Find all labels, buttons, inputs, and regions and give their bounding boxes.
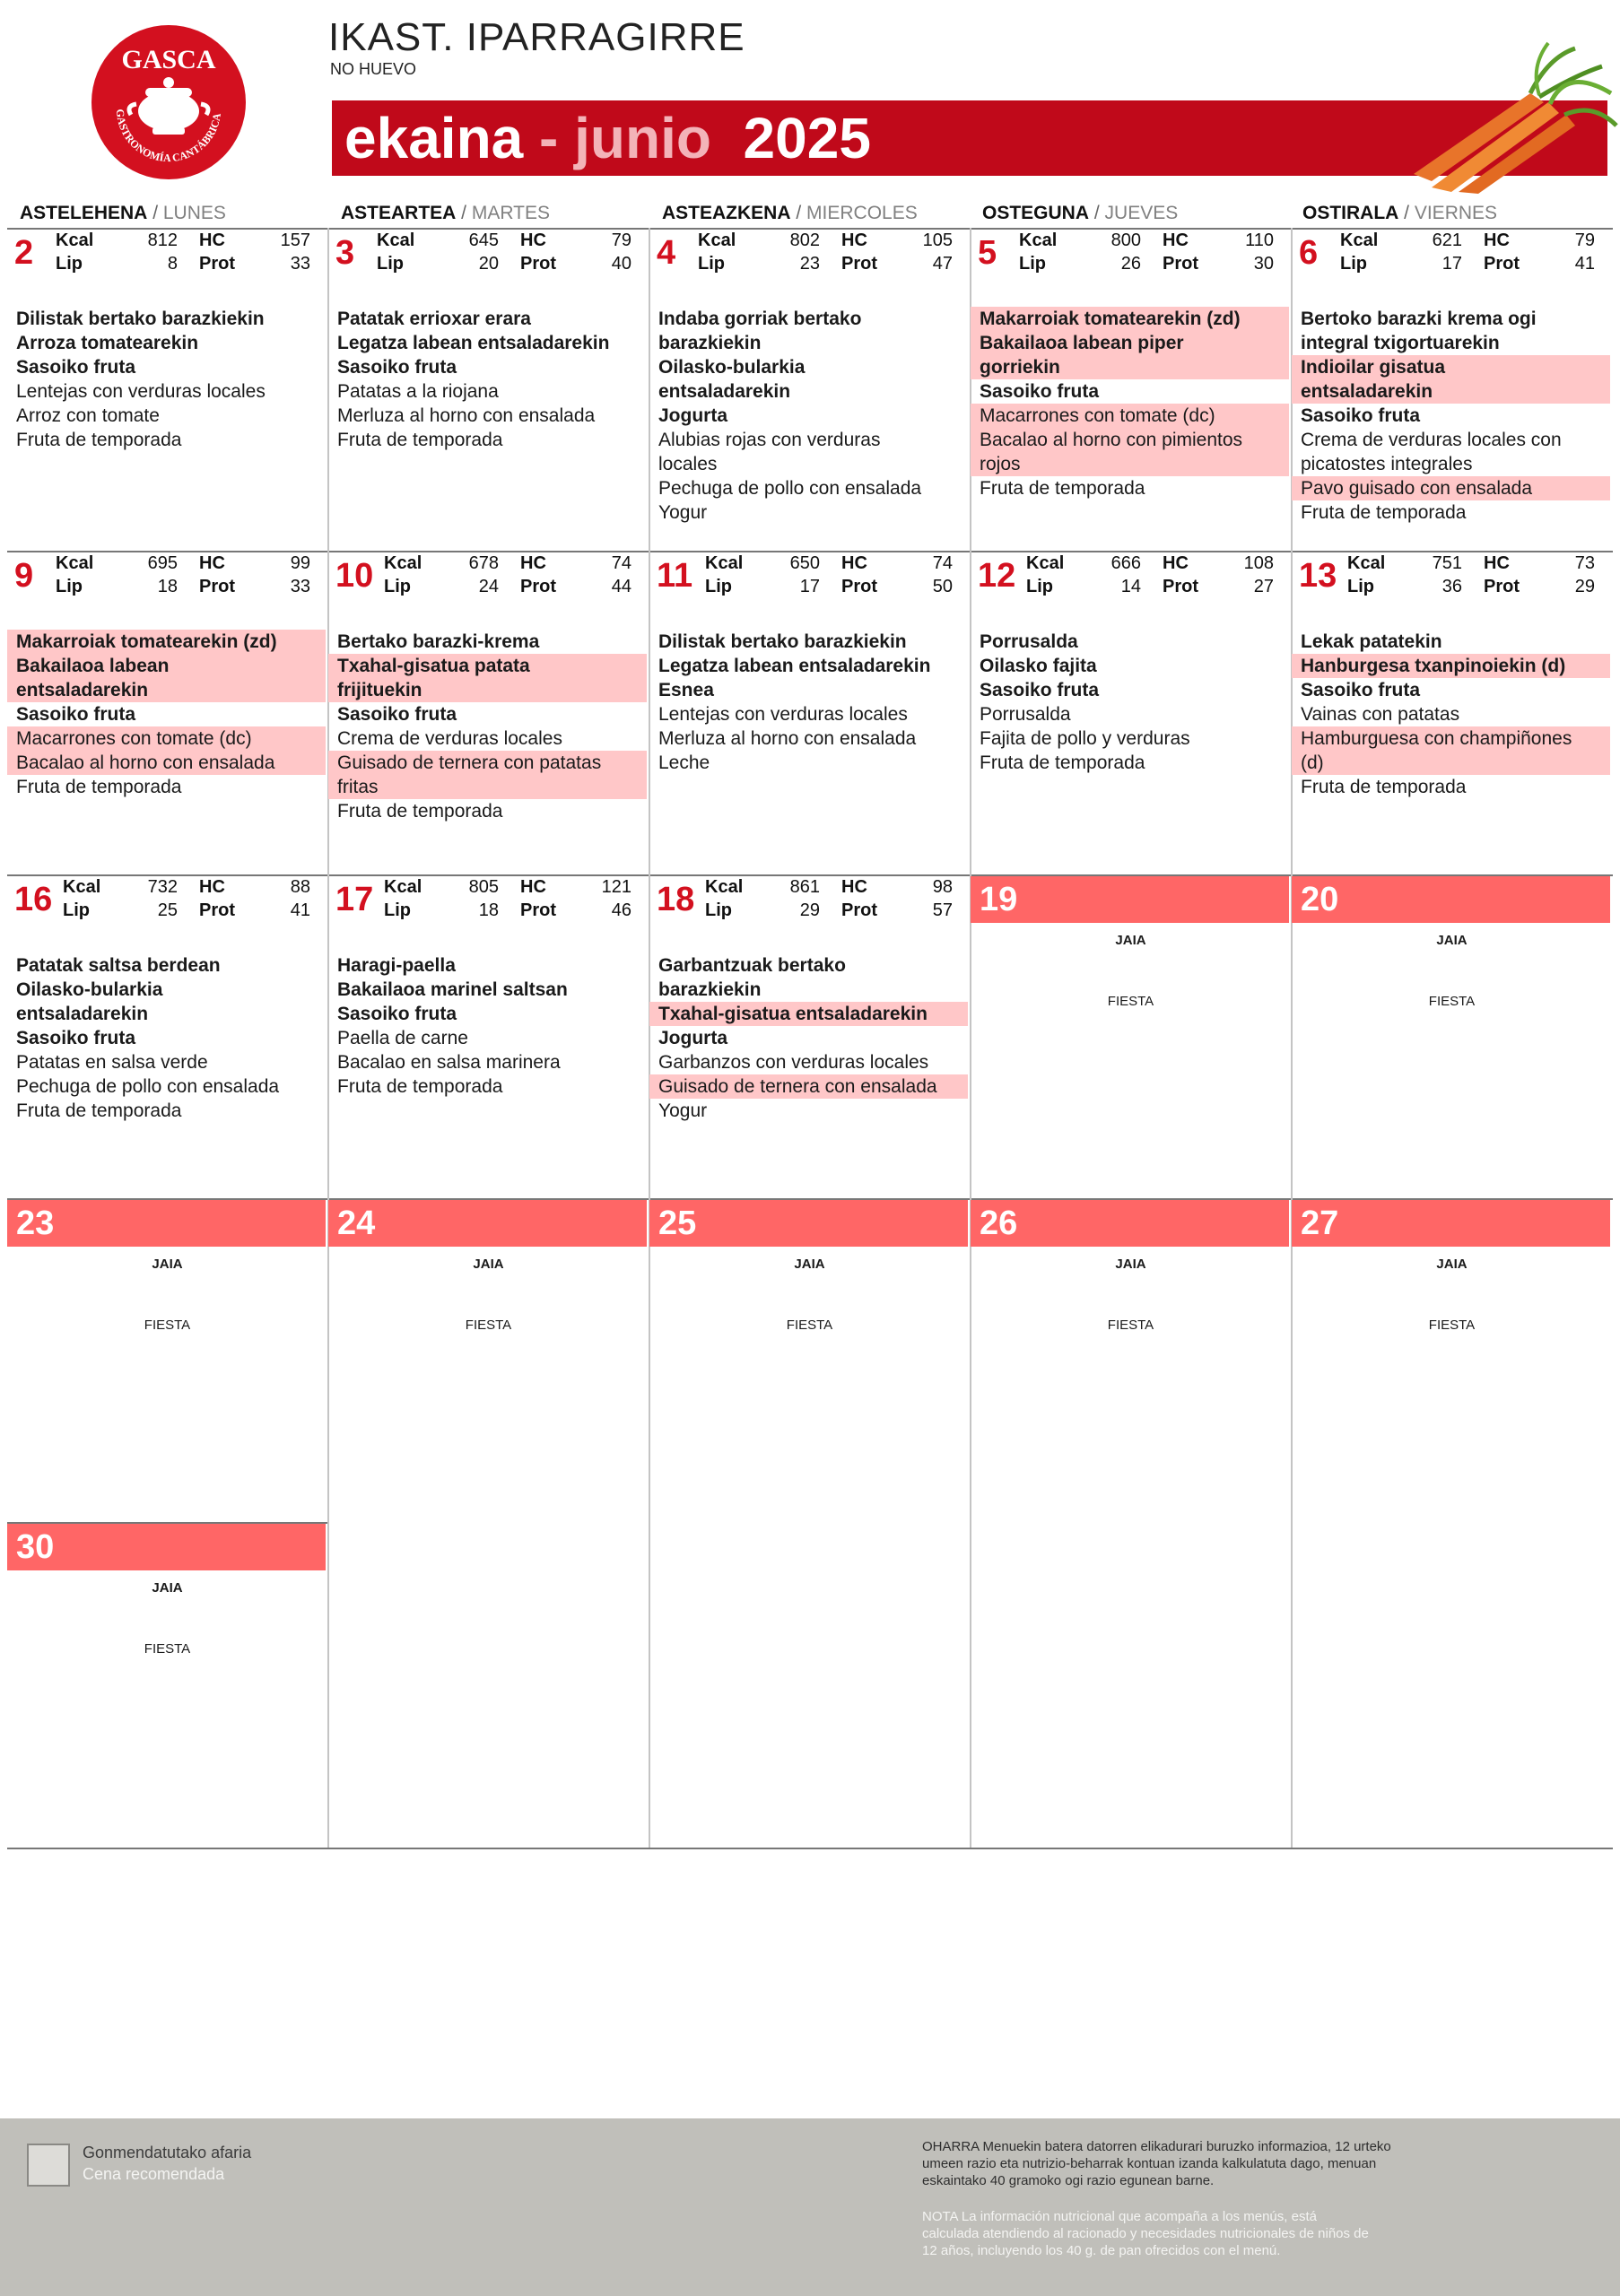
holiday-label-es: FIESTA	[465, 1318, 512, 1333]
kcal-value: 802	[789, 230, 820, 250]
menu-item: Vainas con patatas	[1301, 704, 1460, 725]
hc-label: HC	[841, 877, 867, 897]
holiday-label-eu: JAIA	[1436, 1257, 1468, 1272]
weekday-header-wednesday: ASTEAZKENA / MIERCOLES	[662, 203, 918, 223]
prot-value: 33	[290, 254, 310, 274]
menu-item: Fruta de temporada	[1301, 502, 1467, 523]
prot-label: Prot	[199, 577, 235, 596]
hc-label: HC	[1484, 230, 1510, 250]
menu-item: Txahal-gisatua patata	[328, 654, 647, 678]
hc-value: 88	[290, 877, 310, 897]
day-header	[7, 1524, 326, 1570]
menu-item: Pechuga de pollo con ensalada	[658, 478, 922, 499]
menu-item: Sasoiko fruta	[1301, 405, 1421, 426]
menu-item: Fruta de temporada	[980, 752, 1145, 773]
hc-value: 74	[611, 553, 631, 573]
lip-label: Lip	[1347, 577, 1374, 596]
gasca-logo	[90, 23, 248, 181]
lip-value: 20	[478, 254, 499, 274]
day-menu	[7, 630, 326, 799]
kcal-label: Kcal	[1340, 230, 1379, 250]
menu-item: Yogur	[658, 1100, 708, 1121]
day-header	[7, 876, 326, 923]
day-header	[7, 1200, 326, 1247]
holiday-label-es: FIESTA	[1107, 1318, 1154, 1333]
carrots-icon	[1396, 39, 1620, 197]
day-number: 11	[657, 557, 693, 595]
kcal-value: 678	[468, 553, 499, 573]
menu-item: Merluza al horno con ensalada	[658, 728, 917, 749]
prot-value: 27	[1253, 577, 1274, 596]
menu-item: Pavo guisado con ensalada	[1292, 476, 1610, 500]
holiday-label-eu: JAIA	[1115, 1257, 1146, 1272]
weekday-header-monday: ASTELEHENA / LUNES	[20, 203, 226, 223]
legend-label-eu: Gonmendatutako afaria	[83, 2144, 252, 2161]
logo-brand: GASCA	[121, 45, 216, 74]
day-number: 13	[1299, 557, 1337, 595]
menu-item: picatostes integrales	[1301, 454, 1473, 474]
prot-value: 41	[1574, 254, 1595, 274]
kcal-value: 645	[468, 230, 499, 250]
menu-item: frijituekin	[328, 678, 647, 702]
day-header	[971, 876, 1289, 923]
kcal-label: Kcal	[377, 230, 415, 250]
menu-item: Guisado de ternera con ensalada	[649, 1074, 968, 1099]
menu-item: Makarroiak tomatearekin (zd)	[7, 630, 326, 654]
hc-label: HC	[1163, 553, 1189, 573]
menu-item: Oilasko-bularkia	[658, 357, 806, 378]
holiday-label-eu: JAIA	[152, 1257, 183, 1272]
kcal-value: 621	[1432, 230, 1462, 250]
day-header	[649, 876, 968, 923]
day-menu	[328, 307, 647, 452]
hc-value: 73	[1574, 553, 1595, 573]
prot-value: 30	[1253, 254, 1274, 274]
menu-item: Hanburgesa txanpinoiekin (d)	[1292, 654, 1610, 678]
menu-item: Fruta de temporada	[980, 478, 1145, 499]
school-subtitle: NO HUEVO	[330, 60, 417, 78]
menu-item: Merluza al horno con ensalada	[337, 405, 596, 426]
hc-label: HC	[199, 230, 225, 250]
hc-label: HC	[520, 230, 546, 250]
menu-item: Sasoiko fruta	[16, 1028, 136, 1048]
lip-label: Lip	[705, 577, 732, 596]
menu-item: gorriekin	[971, 355, 1289, 379]
prot-value: 40	[611, 254, 631, 274]
prot-value: 33	[290, 577, 310, 596]
menu-item: Bakailaoa labean piper	[971, 331, 1289, 355]
kcal-label: Kcal	[705, 553, 744, 573]
day-number: 10	[335, 557, 374, 595]
prot-label: Prot	[199, 254, 235, 274]
prot-label: Prot	[1484, 577, 1520, 596]
kcal-value: 732	[147, 877, 178, 897]
lip-label: Lip	[1026, 577, 1053, 596]
prot-label: Prot	[199, 900, 235, 920]
day-number: 25	[658, 1205, 697, 1242]
menu-item: Makarroiak tomatearekin (zd)	[971, 307, 1289, 331]
menu-item: Alubias rojas con verduras	[658, 430, 881, 450]
menu-item: Garbanzos con verduras locales	[658, 1052, 929, 1073]
holiday-label-eu: JAIA	[1436, 933, 1468, 948]
kcal-label: Kcal	[705, 877, 744, 897]
day-menu	[7, 953, 326, 1123]
menu-item: Fruta de temporada	[16, 777, 182, 797]
hc-label: HC	[199, 877, 225, 897]
menu-item: Txahal-gisatua entsaladarekin	[649, 1002, 968, 1026]
day-header	[971, 552, 1289, 599]
kcal-value: 751	[1432, 553, 1462, 573]
lip-label: Lip	[384, 900, 411, 920]
menu-item: Sasoiko fruta	[337, 1004, 457, 1024]
hc-label: HC	[520, 877, 546, 897]
lip-value: 25	[157, 900, 178, 920]
kcal-value: 800	[1110, 230, 1141, 250]
legend-swatch	[27, 2144, 70, 2187]
kcal-label: Kcal	[384, 553, 422, 573]
prot-label: Prot	[1484, 254, 1520, 274]
menu-item: Paella de carne	[337, 1028, 468, 1048]
menu-item: barazkiekin	[658, 979, 762, 1000]
hc-label: HC	[199, 553, 225, 573]
holiday-label-eu: JAIA	[473, 1257, 504, 1272]
day-header	[7, 230, 326, 276]
day-number: 2	[14, 234, 34, 272]
menu-item: Lekak patatekin	[1301, 631, 1442, 652]
prot-label: Prot	[1163, 577, 1198, 596]
menu-item: Sasoiko fruta	[980, 381, 1100, 402]
menu-item: Oilasko fajita	[980, 656, 1097, 676]
hc-label: HC	[841, 230, 867, 250]
day-header	[1292, 876, 1610, 923]
lip-value: 24	[478, 577, 499, 596]
weekday-header-thursday: OSTEGUNA / JUEVES	[982, 203, 1179, 223]
lip-value: 36	[1441, 577, 1462, 596]
lip-value: 18	[157, 577, 178, 596]
prot-value: 41	[290, 900, 310, 920]
menu-item: Patatas a la riojana	[337, 381, 499, 402]
day-header	[649, 230, 968, 276]
lip-value: 17	[1441, 254, 1462, 274]
menu-item: Sasoiko fruta	[980, 680, 1100, 700]
weekday-header-friday: OSTIRALA / VIERNES	[1302, 203, 1498, 223]
kcal-label: Kcal	[1347, 553, 1386, 573]
menu-item: Lentejas con verduras locales	[658, 704, 908, 725]
hc-value: 79	[611, 230, 631, 250]
kcal-value: 861	[789, 877, 820, 897]
prot-label: Prot	[841, 254, 877, 274]
day-header	[1292, 552, 1610, 599]
day-number: 16	[14, 881, 53, 918]
prot-label: Prot	[1163, 254, 1198, 274]
day-number: 24	[337, 1205, 376, 1242]
menu-item: (d)	[1292, 751, 1610, 775]
lip-value: 14	[1120, 577, 1141, 596]
lip-label: Lip	[377, 254, 404, 274]
day-header	[1292, 230, 1610, 276]
lip-label: Lip	[63, 900, 90, 920]
day-number: 19	[980, 881, 1018, 918]
menu-item: entsaladarekin	[658, 381, 791, 402]
menu-item: Pechuga de pollo con ensalada	[16, 1076, 280, 1097]
hc-value: 157	[280, 230, 310, 250]
menu-item: Bakailaoa marinel saltsan	[337, 979, 568, 1000]
menu-item: Porrusalda	[980, 704, 1071, 725]
kcal-label: Kcal	[56, 230, 94, 250]
lip-label: Lip	[1019, 254, 1046, 274]
day-menu	[328, 630, 647, 823]
holiday-label-eu: JAIA	[152, 1580, 183, 1596]
hc-value: 98	[932, 877, 953, 897]
day-number: 23	[16, 1205, 55, 1242]
school-name: IKAST. IPARRAGIRRE	[328, 15, 745, 59]
menu-item: Fruta de temporada	[16, 1100, 182, 1121]
menu-item: Sasoiko fruta	[337, 704, 457, 725]
menu-item: Fajita de pollo y verduras	[980, 728, 1190, 749]
day-number: 9	[14, 557, 34, 595]
menu-item: Macarrones con tomate (dc)	[7, 726, 326, 751]
day-menu	[1292, 630, 1610, 799]
day-menu	[7, 307, 326, 452]
kcal-value: 666	[1110, 553, 1141, 573]
lip-label: Lip	[705, 900, 732, 920]
kcal-label: Kcal	[56, 553, 94, 573]
menu-item: rojos	[971, 452, 1289, 476]
hc-label: HC	[520, 553, 546, 573]
kcal-label: Kcal	[1019, 230, 1058, 250]
holiday-label-es: FIESTA	[786, 1318, 833, 1333]
day-header	[328, 1200, 647, 1247]
lip-label: Lip	[1340, 254, 1367, 274]
lip-label: Lip	[56, 577, 83, 596]
lip-value: 23	[799, 254, 820, 274]
menu-item: entsaladarekin	[7, 678, 326, 702]
menu-item: locales	[658, 454, 718, 474]
menu-item: fritas	[328, 775, 647, 799]
day-number: 5	[978, 234, 997, 272]
menu-item: barazkiekin	[658, 333, 762, 353]
month-title: ekaina - junio 2025	[344, 106, 871, 170]
menu-item: Fruta de temporada	[1301, 777, 1467, 797]
day-header	[971, 230, 1289, 276]
legend-label-es: Cena recomendada	[83, 2165, 225, 2183]
day-menu	[649, 307, 968, 525]
day-number: 20	[1301, 881, 1339, 918]
menu-item: Indaba gorriak bertako	[658, 309, 862, 329]
menu-item: Indioilar gisatua	[1292, 355, 1610, 379]
lip-label: Lip	[698, 254, 725, 274]
day-menu	[1292, 307, 1610, 525]
holiday-label-es: FIESTA	[1428, 994, 1476, 1009]
menu-item: Bertoko barazki krema ogi	[1301, 309, 1537, 329]
menu-item: Patatak errioxar erara	[337, 309, 531, 329]
lip-label: Lip	[384, 577, 411, 596]
menu-item: Legatza labean entsaladarekin	[337, 333, 610, 353]
day-number: 27	[1301, 1205, 1339, 1242]
kcal-label: Kcal	[384, 877, 422, 897]
hc-value: 79	[1574, 230, 1595, 250]
day-number: 18	[657, 881, 695, 918]
hc-value: 110	[1245, 230, 1274, 250]
menu-item: Bacalao al horno con pimientos	[971, 428, 1289, 452]
menu-item: Porrusalda	[980, 631, 1078, 652]
menu-item: Jogurta	[658, 1028, 728, 1048]
menu-item: Lentejas con verduras locales	[16, 381, 266, 402]
menu-item: Leche	[658, 752, 710, 773]
prot-value: 47	[932, 254, 953, 274]
day-header	[649, 552, 968, 599]
day-menu	[328, 953, 647, 1099]
day-number: 12	[978, 557, 1016, 595]
prot-value: 29	[1574, 577, 1595, 596]
grid-bottom-rule	[7, 1848, 1613, 1849]
menu-item: Bacalao al horno con ensalada	[7, 751, 326, 775]
day-menu	[649, 630, 968, 775]
kcal-value: 812	[147, 230, 178, 250]
day-number: 17	[335, 881, 374, 918]
logo-ring-text: GASTRONOMÍA CANTÁBRICA	[113, 109, 223, 165]
menu-item: Hamburguesa con champiñones	[1292, 726, 1610, 751]
nutrition-note-eu: OHARRA Menuekin batera datorren elikadurari buruzko informazioa, 12 urteko umeen razio eta nutrizio-beharrak kontuan izanda kalkulatuta dago, menuan eskaintako 40 gramoko ogi razio egunean barne.	[922, 2139, 1391, 2188]
day-header	[971, 1200, 1289, 1247]
prot-label: Prot	[841, 577, 877, 596]
menu-item: Crema de verduras locales con	[1301, 430, 1562, 450]
menu-item: Jogurta	[658, 405, 728, 426]
hc-label: HC	[1163, 230, 1189, 250]
menu-item: Crema de verduras locales	[337, 728, 562, 749]
hc-value: 108	[1243, 553, 1274, 573]
hc-value: 105	[922, 230, 953, 250]
menu-item: Fruta de temporada	[337, 1076, 503, 1097]
menu-item: Bertako barazki-krema	[337, 631, 540, 652]
nutrition-note-es: NOTA La información nutricional que acompaña a los menús, está calculada atendiendo al racionado y necesidades nutricionales de niños de 12 años, incluyendo los 40 g. de pan ofrecidos con el menú.	[922, 2209, 1369, 2258]
lip-value: 17	[799, 577, 820, 596]
kcal-value: 805	[468, 877, 499, 897]
menu-item: Fruta de temporada	[337, 801, 503, 822]
hc-value: 121	[601, 877, 631, 897]
hc-label: HC	[1484, 553, 1510, 573]
day-number: 30	[16, 1528, 55, 1566]
menu-item: Patatas en salsa verde	[16, 1052, 208, 1073]
menu-item: Sasoiko fruta	[16, 704, 136, 725]
menu-item: Guisado de ternera con patatas	[328, 751, 647, 775]
menu-item: Sasoiko fruta	[16, 357, 136, 378]
day-header	[649, 1200, 968, 1247]
menu-item: Arroza tomatearekin	[16, 333, 199, 353]
holiday-label-eu: JAIA	[1115, 933, 1146, 948]
day-menu	[649, 953, 968, 1123]
menu-item: entsaladarekin	[1292, 379, 1610, 404]
holiday-label-es: FIESTA	[1107, 994, 1154, 1009]
prot-value: 57	[932, 900, 953, 920]
holiday-label-es: FIESTA	[144, 1318, 191, 1333]
menu-item: Garbantzuak bertako	[658, 955, 846, 976]
prot-label: Prot	[520, 577, 556, 596]
day-menu	[971, 630, 1289, 775]
prot-label: Prot	[520, 254, 556, 274]
lip-value: 29	[799, 900, 820, 920]
kcal-label: Kcal	[1026, 553, 1065, 573]
menu-item: Dilistak bertako barazkiekin	[658, 631, 907, 652]
kcal-label: Kcal	[698, 230, 736, 250]
lip-value: 18	[478, 900, 499, 920]
holiday-label-eu: JAIA	[794, 1257, 825, 1272]
menu-item: Oilasko-bularkia	[16, 979, 163, 1000]
kcal-value: 695	[147, 553, 178, 573]
menu-item: entsaladarekin	[16, 1004, 149, 1024]
menu-item: Bakailaoa labean	[7, 654, 326, 678]
menu-item: integral txigortuarekin	[1301, 333, 1500, 353]
menu-item: Dilistak bertako barazkiekin	[16, 309, 265, 329]
lip-value: 8	[167, 254, 178, 274]
menu-item: Macarrones con tomate (dc)	[971, 404, 1289, 428]
day-header	[7, 552, 326, 599]
day-header	[328, 230, 647, 276]
day-number: 6	[1299, 234, 1319, 272]
hc-value: 99	[290, 553, 310, 573]
kcal-label: Kcal	[63, 877, 101, 897]
menu-item: Yogur	[658, 502, 708, 523]
menu-item: Fruta de temporada	[337, 430, 503, 450]
weekday-header-tuesday: ASTEARTEA / MARTES	[341, 203, 550, 223]
hc-value: 74	[932, 553, 953, 573]
lip-value: 26	[1120, 254, 1141, 274]
hc-label: HC	[841, 553, 867, 573]
menu-item: Sasoiko fruta	[1301, 680, 1421, 700]
menu-item: Haragi-paella	[337, 955, 456, 976]
prot-value: 50	[932, 577, 953, 596]
day-header	[1292, 1200, 1610, 1247]
footer	[0, 2118, 1620, 2296]
lip-label: Lip	[56, 254, 83, 274]
holiday-label-es: FIESTA	[144, 1641, 191, 1657]
menu-item: Sasoiko fruta	[337, 357, 457, 378]
day-menu	[971, 307, 1289, 500]
menu-item: Patatak saltsa berdean	[16, 955, 221, 976]
day-number: 3	[335, 234, 355, 272]
day-number: 26	[980, 1205, 1018, 1242]
day-header	[328, 876, 647, 923]
menu-item: Fruta de temporada	[16, 430, 182, 450]
menu-item: Esnea	[658, 680, 714, 700]
kcal-value: 650	[789, 553, 820, 573]
menu-item: Bacalao en salsa marinera	[337, 1052, 561, 1073]
prot-label: Prot	[520, 900, 556, 920]
menu-item: Arroz con tomate	[16, 405, 160, 426]
day-number: 4	[657, 234, 676, 272]
day-header	[328, 552, 647, 599]
menu-item: Legatza labean entsaladarekin	[658, 656, 931, 676]
prot-value: 44	[611, 577, 631, 596]
prot-value: 46	[611, 900, 631, 920]
prot-label: Prot	[841, 900, 877, 920]
holiday-label-es: FIESTA	[1428, 1318, 1476, 1333]
